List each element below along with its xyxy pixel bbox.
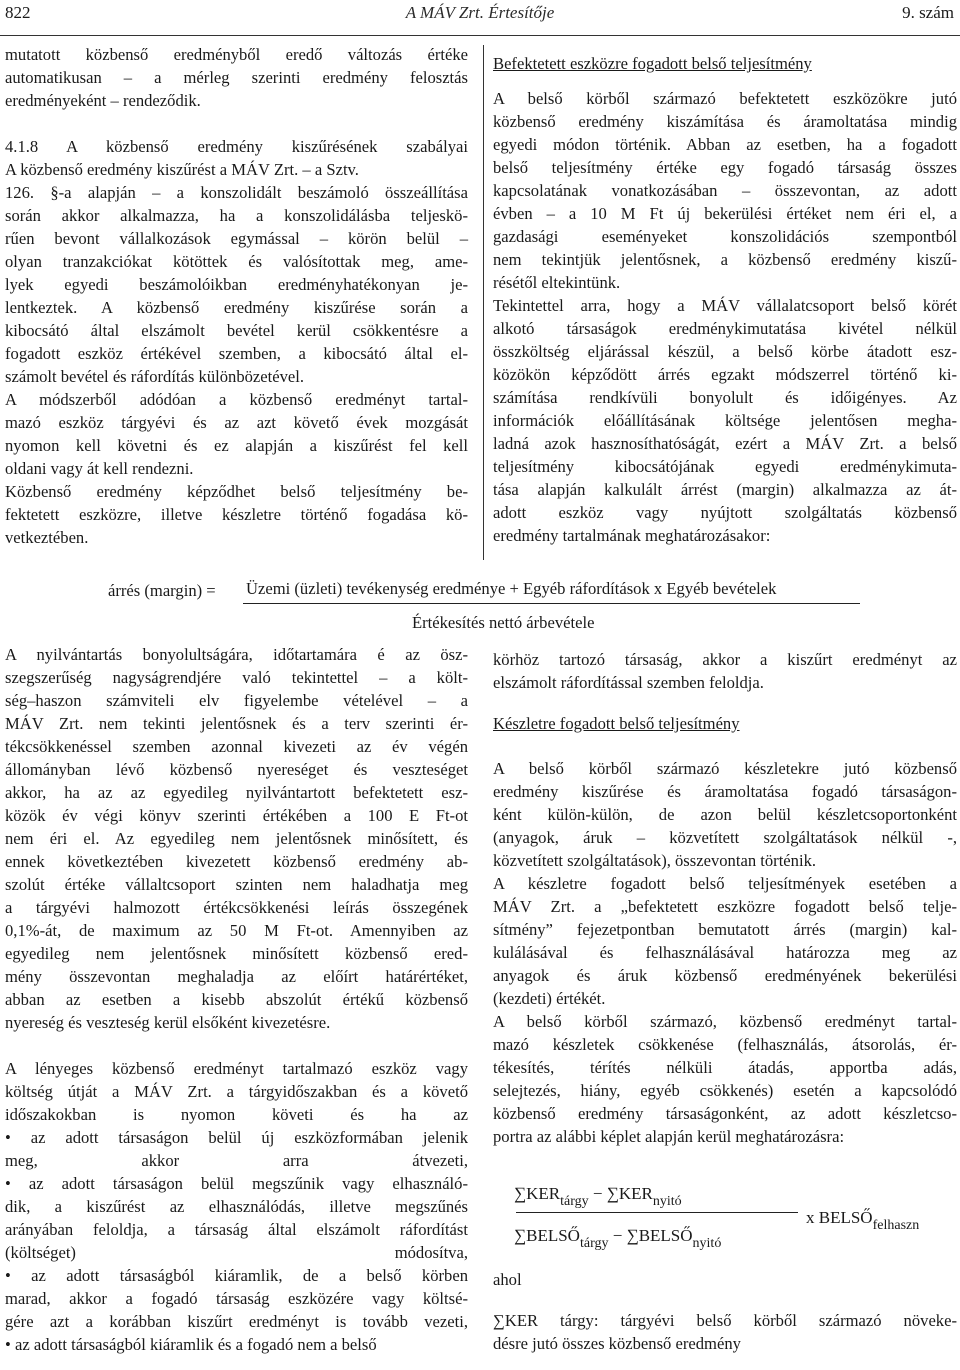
fraction-bar	[243, 603, 860, 604]
text-line: A belső körből származó készletekre jutó közbenső	[493, 759, 957, 778]
text-line: körhöz tartozó társaság, akkor a kiszűrt eredményt az	[493, 650, 957, 669]
num-operator: −	[592, 1184, 603, 1203]
den-term-b-sub: nyitó	[692, 1236, 722, 1251]
text-line: selejtezés, hiány, egyéb csökkenés) esetén a kapcsolódó	[493, 1081, 957, 1100]
spacer	[5, 112, 468, 135]
text-line: rűen bevont vállalkozások egymással – körön belül –	[5, 229, 468, 248]
text-line: során akkor alkalmazza, ha a konszolidálásba teljeskö-	[5, 206, 468, 225]
column-2-top	[493, 52, 957, 547]
text-line: (kezdeti) értékét.	[493, 989, 606, 1008]
text-line: A belső körből származó, közbenső eredményt tartal-	[493, 1012, 957, 1031]
text-line: eredményeként – rendeződik.	[5, 91, 201, 110]
header-rule	[0, 35, 960, 36]
text-line: • az adott társaságon belül megszűnik vagy elhasználó-	[5, 1174, 468, 1193]
text-line: közökön képződött árrés egzakt módszerrel történő ki-	[493, 365, 957, 384]
text-line: marad, akkor a fogadó társaság eszközére vagy költsé-	[5, 1289, 468, 1308]
text-line: közbenső eredmény társaságonként, az adott készletcso-	[493, 1104, 957, 1123]
text-line: ladná azok hasznosíthatóságát, ezért a MÁV Zrt. a belső	[493, 434, 957, 453]
publication-title: A MÁV Zrt. Értesítője	[405, 3, 555, 22]
text-line: (költséget) módosítva,	[5, 1243, 468, 1262]
text-line: eredmény tartalmának meghatározásakor:	[493, 526, 771, 545]
text-line: évben – a 10 M Ft új bekerülési értéket nem éri el, a	[493, 204, 957, 223]
text-line: számolt bevétel és ráfordítás különbözetével.	[5, 367, 305, 386]
den-term-b: ∑BELSŐ	[626, 1226, 693, 1245]
column-2-bottom-continuation	[493, 648, 957, 694]
text-line: időszakokban is nyomon követi és ha az	[5, 1105, 468, 1124]
text-line: a tárgyévi halmozott értékcsökkenési leírás összegének	[5, 898, 468, 917]
text-line: alkotó társaságok eredménykimutatása kivétel nélkül	[493, 319, 957, 338]
spacer	[493, 1148, 957, 1178]
text-line: számítása rendkívüli bonyolult és időigényes. Az	[493, 388, 957, 407]
text-line: abban az esetben a kisebb abszolút értékű közbenső	[5, 990, 468, 1009]
column-1-top	[5, 43, 468, 549]
column-1-bottom	[5, 643, 468, 1356]
text-line: • az adott társaságon belül új eszközformában jelenik	[5, 1128, 468, 1147]
text-line: közbenső eredmény kiszámítása és áramoltatása mindig	[493, 112, 957, 131]
text-line: Tekintettel arra, hogy a MÁV vállalatcsoport belső körét	[493, 296, 957, 315]
num-term-b: ∑KER	[606, 1184, 653, 1203]
text-line: akkor, ha az az egyedileg nyilvántartott befektetett esz-	[5, 783, 468, 802]
spacer	[493, 75, 957, 87]
text-line: 126. §-a alapján – a konszolidált beszámoló összeállítása	[5, 183, 468, 202]
text-line: egyedileg nem jelentősnek minősített közbenső ered-	[5, 944, 468, 963]
text-line: gazdasági eseményeket konszolidációs szempontból	[493, 227, 957, 246]
text-line: A módszerből adódóan a közbenső eredményt tartal-	[5, 390, 468, 409]
text-line: dik, a kiszűrést az elhasználódás, illetve megszűnés	[5, 1197, 468, 1216]
column-2-bottom-body	[493, 757, 957, 1148]
text-line: A belső körből származó befektetett eszközökre jutó	[493, 89, 957, 108]
formula2-multiplier	[806, 1207, 919, 1237]
formula-label: árrés (margin) =	[108, 581, 216, 600]
text-line: résétől eltekintünk.	[493, 273, 621, 292]
text-line: nem éri el. Az egyedileg nem jelentősnek minősített, és	[5, 829, 468, 848]
text-line: kulálásával és felhasználásával határozza meg az	[493, 943, 957, 962]
num-term-a-sub: tárgy	[560, 1194, 589, 1209]
spacer	[5, 1034, 468, 1057]
text-line: nem tekintjük jelentősnek, a közbenső eredmény kiszű-	[493, 250, 957, 269]
text-line: egyedi módon történik. Abban az esetben, ha a fogadott	[493, 135, 957, 154]
mult-term-sub: felhaszn	[872, 1218, 920, 1233]
page-number: 822	[5, 3, 31, 22]
text-line: 0,1%-át, de maximum az 50 M Ft-ot. Amennyiben az	[5, 921, 468, 940]
definition-block	[493, 1309, 957, 1355]
text-line: mazó eszköz tárgyévi és az azt követő évek mozgását	[5, 413, 468, 432]
den-operator: −	[612, 1226, 623, 1245]
spacer	[493, 1291, 957, 1309]
text-line: A lényeges közbenső eredményt tartalmazó eszköz vagy	[5, 1059, 468, 1078]
text-line: désre jutó összes közbenső eredmény	[493, 1334, 741, 1353]
formula2-denominator	[514, 1225, 721, 1255]
issue-number: 9. szám	[902, 3, 954, 22]
text-line: A közbenső eredmény kiszűrést a MÁV Zrt. – a Sztv.	[5, 160, 359, 179]
text-line: lentkeztek. A közbenső eredmény kiszűrése során a	[5, 298, 468, 317]
section-heading-fixed-assets: Befektetett eszközre fogadott belső teljesítmény	[493, 54, 812, 73]
den-term-a: ∑BELSŐ	[514, 1226, 580, 1245]
text-line: olyan tranzakciókat kötöttek és valósítottak meg, ame-	[5, 252, 468, 271]
spacer	[493, 694, 957, 712]
text-line: teljesítmény kibocsátójának egyedi eredménykimuta-	[493, 457, 957, 476]
den-term-a-sub: tárgy	[579, 1236, 609, 1251]
text-line: állományban lévő közbenső nyereséget és veszteséget	[5, 760, 468, 779]
formula-denominator: Értékesítés nettó árbevétele	[412, 613, 595, 632]
section-heading-inventory: Készletre fogadott belső teljesítmény	[493, 714, 740, 733]
text-line: gére azt a korábban kiszűrt eredményt is tovább vezeti,	[5, 1312, 468, 1331]
text-line: eredmény kiszűrése és áramoltatása fogadó társaságon-	[493, 782, 957, 801]
fraction-bar	[516, 1212, 798, 1213]
text-line: összköltség eljárással készül, a belső körbe átadott esz-	[493, 342, 957, 361]
text-line: tékcsökkenéssel szemben azonnal kivezeti az év végén	[5, 737, 468, 756]
text-line: sítmény” fejezetpontban bemutatott árrés (margin) kal-	[493, 920, 957, 939]
text-line: ként külön-külön, de azon belül készletcsoportonként	[493, 805, 957, 824]
text-line: lyek egyedi beszámolóikban eredményhatékonyan je-	[5, 275, 468, 294]
text-line: közvetített szolgáltatások), összevontan történik.	[493, 851, 817, 870]
text-line: MÁV Zrt. a „befektetett eszközre fogadott belső telje-	[493, 897, 957, 916]
text-line: elszámolt ráfordítással szemben feloldja.	[493, 673, 764, 692]
text-line: belső teljesítmény értéke egy fogadó társaság összes	[493, 158, 957, 177]
text-line: A nyilvántartás bonyolultságára, időtartamára é az ösz-	[5, 645, 468, 664]
mult-term: x BELSŐ	[806, 1208, 873, 1227]
text-line: adott eszköz vagy nyújtott szolgáltatás közbenső	[493, 503, 957, 522]
text-line: fogadott eszköz értékével szemben, a kibocsátó által el-	[5, 344, 468, 363]
text-line: kibocsátó által elszámolt bevétel kerül csökkentésre a	[5, 321, 468, 340]
text-line: nyereség és veszteség kerül elsőként kivezetésre.	[5, 1013, 331, 1032]
text-line: közök év végi könyv szerinti értékében a 100 E Ft-ot	[5, 806, 468, 825]
text-line: anyagok és áruk közbenső eredményének bekerülési	[493, 966, 957, 985]
column-2-body	[493, 87, 957, 547]
text-line: ség–haszon számviteli elv figyelembe vételével – a	[5, 691, 468, 710]
text-line: MÁV Zrt. nem tekinti jelentősnek és a terv szerinti ér-	[5, 714, 468, 733]
text-line: tékesítés, térítés nélküli átadás, apportba adás,	[493, 1058, 957, 1077]
formula2-numerator	[514, 1183, 682, 1213]
spacer	[493, 735, 957, 757]
text-line: portra az alábbi képlet alapján kerül meghatározásra:	[493, 1127, 845, 1146]
text-line: költség útját a MÁV Zrt. a tárgyidőszakban és a követő	[5, 1082, 468, 1101]
column-divider	[483, 45, 484, 560]
where-label: ahol	[493, 1270, 522, 1289]
text-line: fektetett eszközre, illetve készletre történő fogadása kö-	[5, 505, 468, 524]
text-line: 4.1.8 A közbenső eredmény kiszűrésének szabályai	[5, 137, 468, 156]
text-line: ∑KER tárgy: tárgyévi belső körből származó növeke-	[493, 1311, 957, 1330]
text-line: A készletre fogadott belső teljesítmények esetében a	[493, 874, 957, 893]
text-line: mutatott közbenső eredményből eredő változás értéke	[5, 45, 468, 64]
text-line: Közbenső eredmény képződhet belső teljesítmény be-	[5, 482, 468, 501]
text-line: nyomon kell követni és ez alapján a kiszűrést fel kell	[5, 436, 468, 455]
num-term-a: ∑KER	[514, 1184, 561, 1203]
text-line: oldani vagy át kell rendezni.	[5, 459, 194, 478]
text-line: • az adott társaságból kiáramlik és a fogadó nem a belső	[5, 1335, 377, 1354]
text-line: kapcsolatának vonatkozásában – összevontan, az adott	[493, 181, 957, 200]
text-line: ennek következtében kivezetett közbenső eredmény ab-	[5, 852, 468, 871]
text-line: (anyagok, áruk – közvetített szolgáltatások nélkül -,	[493, 828, 957, 847]
text-line: szegszerűség nagyságrendjére való tekintettel – a költ-	[5, 668, 468, 687]
text-line: információk előállításának költsége jelentősen megha-	[493, 411, 957, 430]
text-line: szolút értéke vállaltcsoport szinten nem haladhatja meg	[5, 875, 468, 894]
text-line: mazó készletek csökkenése (felhasználás, átsorolás, ér-	[493, 1035, 957, 1054]
formula-numerator: Üzemi (üzleti) tevékenység eredménye + Egyéb ráfordítások x Egyéb bevételek	[246, 579, 777, 598]
text-line: mény összevontan meghaladja az előírt határértéket,	[5, 967, 468, 986]
text-line: automatikusan – a mérleg szerinti eredmény felosztás	[5, 68, 468, 87]
text-line: arányában feloldja, a társaság által elszámolt ráfordítást	[5, 1220, 468, 1239]
num-term-b-sub: nyitó	[652, 1194, 682, 1209]
text-line: tása alapján kalkulált árrést (margin) alkalmazza az át-	[493, 480, 957, 499]
text-line: meg, akkor arra átvezeti,	[5, 1151, 468, 1170]
text-line: vetkeztében.	[5, 528, 89, 547]
text-line: • az adott társaságból kiáramlik, de a belső körben	[5, 1266, 468, 1285]
